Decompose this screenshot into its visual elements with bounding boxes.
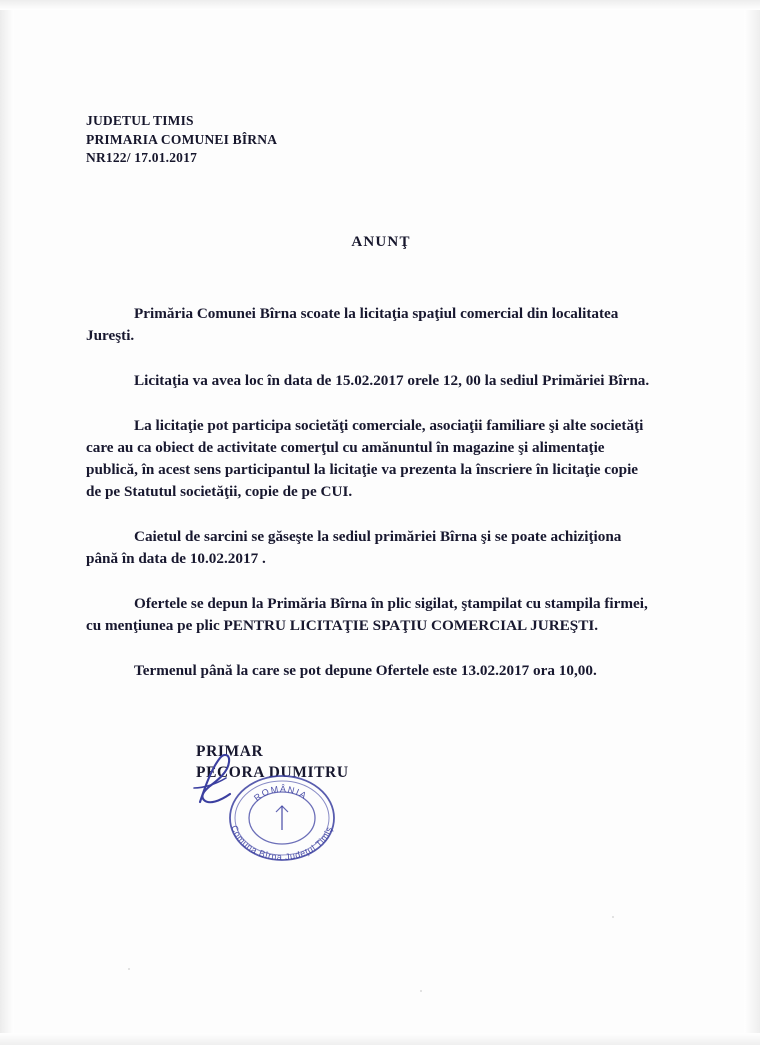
scan-speckle xyxy=(128,968,130,970)
paragraph-6: Termenul până la care se pot depune Ofertele este 13.02.2017 ora 10,00. xyxy=(134,662,597,680)
letterhead-county: JUDETUL TIMIS xyxy=(86,113,194,128)
document-body xyxy=(86,112,656,784)
svg-text:ROMÂNIA: ROMÂNIA xyxy=(252,783,310,804)
letterhead xyxy=(86,112,656,168)
signatory-role: PRIMAR xyxy=(196,743,264,761)
page-title: ANUNŢ xyxy=(351,233,411,250)
scan-edge-top xyxy=(0,0,760,10)
paragraph-5: Ofertele se depun la Primăria Bîrna în plic sigilat, ştampilat cu stampila firmei, cu menţiunea pe plic PENTRU LICITAŢIE SPAŢIU COMERCIAL JUREŞTI. xyxy=(86,595,648,635)
paragraph-2: Licitaţia va avea loc în data de 15.02.2017 orele 12, 00 la sediul Primăriei Bîrna. xyxy=(134,371,650,389)
scan-speckle xyxy=(420,990,422,992)
signature-block xyxy=(86,742,656,784)
official-stamp xyxy=(216,772,348,864)
paragraph-4: Caietul de sarcini se găseşte la sediul primăriei Bîrna şi se poate achiziţiona până în data de 10.02.2017 . xyxy=(86,528,622,568)
letterhead-registration: NR122/ 17.01.2017 xyxy=(86,150,198,166)
paragraph-3: La licitaţie pot participa societăţi comerciale, asociaţii familiare şi alte societăţi care au ca obiect de activitate comerţul cu amănuntul în magazine şi alimentaţie publică, în acest sens participantul la licitaţie va prezenta la înscriere în licitaţie copie de pe Statutul societăţii, copie de pe CUI. xyxy=(86,416,644,501)
scan-edge-right xyxy=(744,0,760,1045)
svg-text:Comuna Bîrna Judeţul Timiş: Comuna Bîrna Judeţul Timiş xyxy=(229,823,335,863)
paragraph-1: Primăria Comunei Bîrna scoate la licitaţia spaţiul comercial din localitatea Jureşti. xyxy=(86,304,619,344)
letterhead-institution: PRIMARIA COMUNEI BÎRNA xyxy=(86,131,278,147)
scan-edge-left xyxy=(0,0,14,1045)
scan-speckle xyxy=(612,916,614,918)
scan-edge-bottom xyxy=(0,1033,760,1045)
signatory-name: PECORA DUMITRU xyxy=(196,764,349,782)
